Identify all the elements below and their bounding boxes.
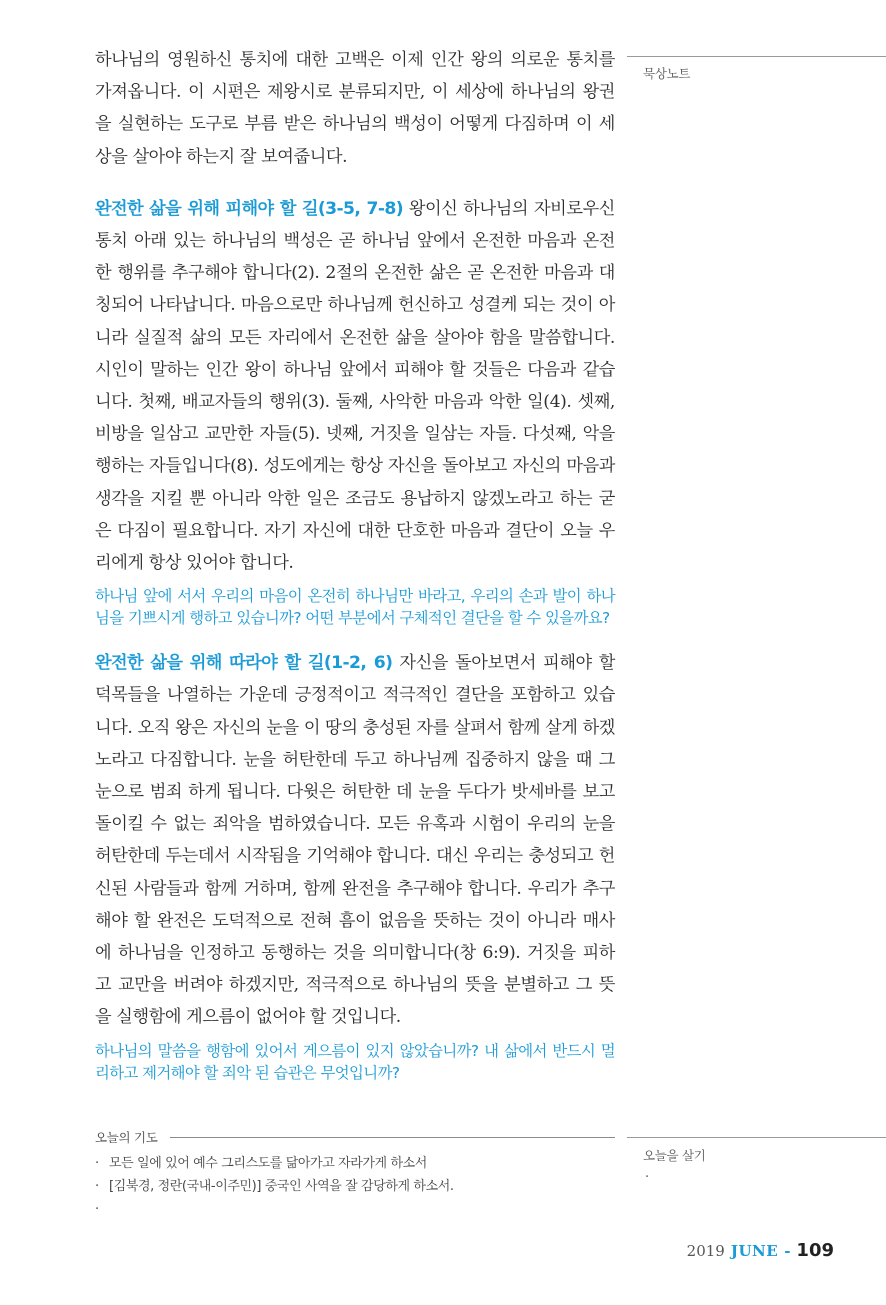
- meditation-note-rule: [627, 56, 886, 57]
- prayer-item: · [김북경, 정란(국내-이주민)] 중국인 사역을 잘 감당하게 하소서.: [95, 1175, 615, 1198]
- prayer-title: 오늘의 기도: [95, 1130, 158, 1145]
- living-today-label: 오늘을 살기: [643, 1148, 706, 1163]
- prayer-header: [95, 1127, 615, 1147]
- prayer-item: · 모든 일에 있어 예수 그리스도를 닮아가고 자라가게 하소서: [95, 1152, 615, 1175]
- footer-month: JUNE: [730, 1242, 779, 1260]
- section-follow-paragraph: [95, 647, 615, 1033]
- living-today-bullet: ·: [645, 1170, 650, 1185]
- reflection-question-2: 하나님의 말씀을 행함에 있어서 게으름이 있지 않았습니까? 내 삶에서 반드시 멀리하고 제거해야 할 죄악 된 습관은 무엇입니까?: [95, 1041, 615, 1082]
- reflection-question-1: 하나님 앞에 서서 우리의 마음이 온전히 하나님만 바라고, 우리의 손과 발이 하나님을 기쁘시게 행하고 있습니까? 어떤 부분에서 구체적인 결단을 할 수 있을까요?: [95, 587, 615, 628]
- intro-paragraph: 하나님의 영원하신 통치에 대한 고백은 이제 인간 왕의 의로운 통치를 가져옵니다. 이 시편은 제왕시로 분류되지만, 이 세상에 하나님의 왕권을 실현하는 도구로 부름 받은 하나님의 백성이 어떻게 다짐하며 이 세상을 살아야 하는지 잘 보여줍니다.: [95, 50, 615, 167]
- section-avoid-heading: 완전한 삶을 위해 피해야 할 길(3-5, 7-8): [95, 198, 403, 219]
- bullet-icon: ·: [95, 1156, 99, 1171]
- section-avoid-body: 왕이신 하나님의 자비로우신 통치 아래 있는 하나님의 백성은 곧 하나님 앞에서 온전한 마음과 온전한 행위를 추구해야 합니다(2). 2절의 온전한 삶은 곧 온전한 마음과 대칭되어 나타납니다. 마음으로만 하나님께 헌신하고 성결케 되는 것이 아니라 실질적 삶의 모든 자리에서 온전한 삶을 살아야 함을 말씀합니다. 시인이 말하는 인간 왕이 하나님 앞에서 피해야 할 것들은 다음과 같습니다. 첫째, 배교자들의 행위(3). 둘째, 사악한 마음과 악한 일(4). 셋째, 비방을 일삼고 교만한 자들(5). 넷째, 거짓을 일삼는 자들. 다섯째, 악을 행하는 자들입니다(8). 성도에게는 항상 자신을 돌아보고 자신의 마음과 생각을 지킬 뿐 아니라 악한 일은 조금도 용납하지 않겠노라고 하는 굳은 다짐이 필요합니다. 자기 자신에 대한 단호한 마음과 결단이 오늘 우리에게 항상 있어야 합니다.: [95, 198, 615, 574]
- section-follow-heading: 완전한 삶을 위해 따라야 할 길(1-2, 6): [95, 653, 393, 674]
- page-number: 109: [796, 1240, 834, 1261]
- prayer-item: [95, 1198, 615, 1221]
- bullet-icon: ·: [95, 1179, 99, 1194]
- section-avoid-paragraph: [95, 193, 615, 579]
- prayer-list: [95, 1152, 615, 1221]
- prayer-rule: [170, 1137, 615, 1138]
- footer-dash: -: [784, 1242, 791, 1260]
- footer-year: 2019: [686, 1242, 725, 1260]
- living-today-rule: [627, 1137, 886, 1138]
- main-text-column: [95, 44, 615, 1084]
- bullet-icon: ·: [95, 1202, 99, 1217]
- page-footer: [687, 1240, 834, 1261]
- meditation-note-label: 묵상노트: [643, 66, 691, 81]
- section-follow-body: 자신을 돌아보면서 피해야 할 덕목들을 나열하는 가운데 긍정적이고 적극적인 결단을 포함하고 있습니다. 오직 왕은 자신의 눈을 이 땅의 충성된 자를 살펴서 함께 살게 하겠노라고 다짐합니다. 눈을 허탄한데 두고 하나님께 집중하지 않을 때 그 눈으로 범죄 하게 됩니다. 다윗은 허탄한 데 눈을 두다가 밧세바를 보고 돌이킬 수 없는 죄악을 범하였습니다. 모든 유혹과 시험이 우리의 눈을 허탄한데 두는데서 시작됨을 기억해야 합니다. 대신 우리는 충성되고 헌신된 사람들과 함께 거하며, 함께 완전을 추구해야 합니다. 우리가 추구해야 할 완전은 도덕적으로 전혀 흠이 없음을 뜻하는 것이 아니라 매사에 하나님을 인정하고 동행하는 것을 의미합니다(창 6:9). 거짓을 피하고 교만을 버려야 하겠지만, 적극적으로 하나님의 뜻을 분별하고 그 뜻을 실행함에 게으름이 없어야 할 것입니다.: [95, 653, 615, 1028]
